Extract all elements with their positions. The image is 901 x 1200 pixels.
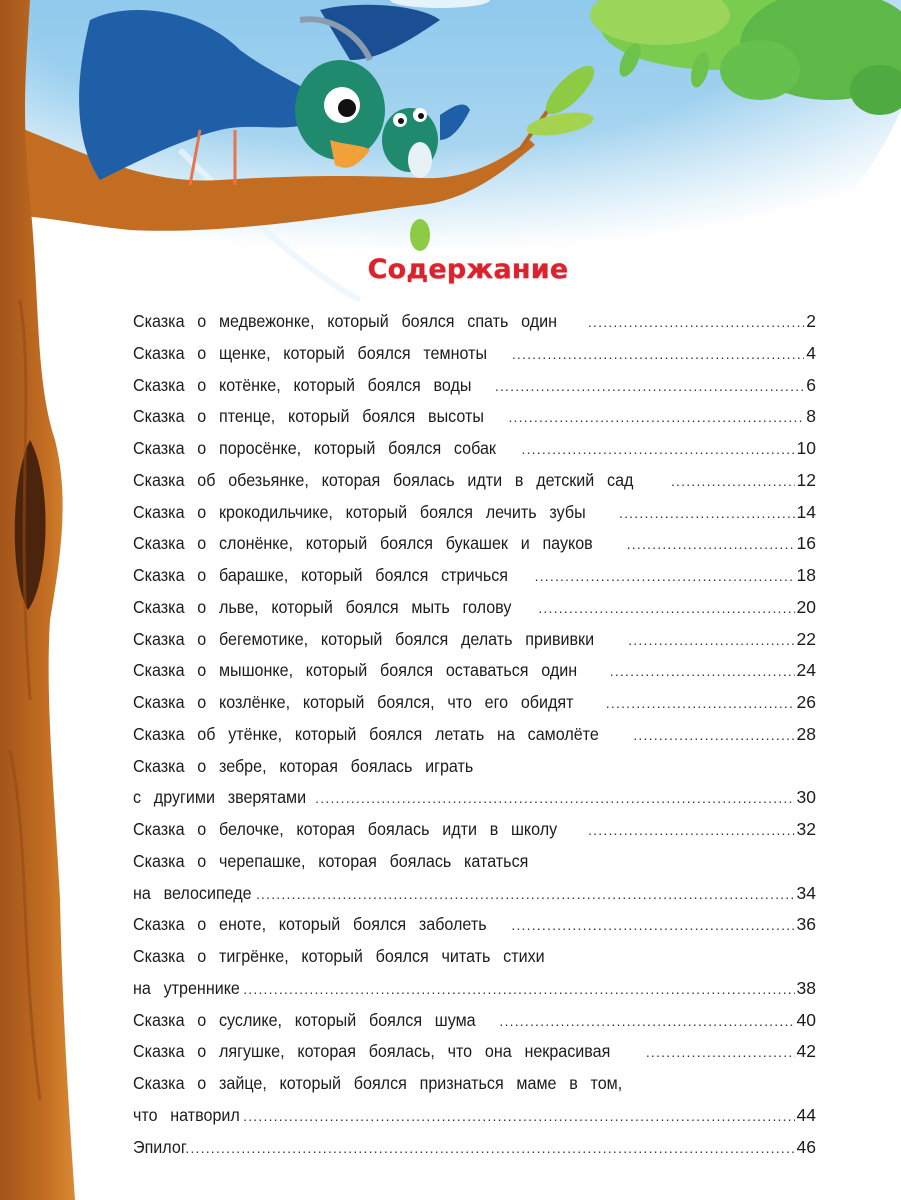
- dot-leader: [243, 974, 794, 1006]
- dot-leader: [633, 720, 794, 752]
- toc-entry[interactable]: [133, 497, 816, 529]
- toc-entry[interactable]: [133, 751, 816, 815]
- toc-entry-line-final: [133, 909, 816, 941]
- toc-page-number: 20: [796, 596, 816, 617]
- toc-entry-title: Сказка о суслике, который боялся шума: [133, 1009, 476, 1030]
- dot-leader: [185, 1133, 794, 1165]
- toc-page-number: 30: [796, 787, 816, 808]
- toc-entry-line-final: [133, 370, 816, 402]
- toc-entry-line-final: [133, 433, 816, 465]
- toc-page-number: 14: [796, 501, 816, 522]
- toc-entry-line-final: [133, 719, 816, 751]
- toc-entry-title: Сказка о мышонке, который боялся оставаться один: [133, 660, 578, 681]
- toc-entry-line-final: [133, 782, 816, 814]
- toc-entry[interactable]: [133, 655, 816, 687]
- toc-entry-title: Сказка о льве, который боялся мыть голову: [133, 596, 512, 617]
- dot-leader: [243, 1101, 794, 1133]
- toc-page-number: 24: [796, 660, 816, 681]
- toc-entry[interactable]: [133, 1068, 816, 1132]
- dot-leader: [495, 371, 804, 403]
- toc-entry-line-final: [133, 655, 816, 687]
- toc-entry-title: Сказка о козлёнке, который боялся, что его обидят: [133, 692, 574, 712]
- toc-entry-title: Сказка о поросёнке, который боялся собак: [133, 438, 496, 458]
- dot-leader: [588, 307, 804, 339]
- toc-entry-line-final: [133, 1005, 816, 1037]
- toc-entry-line-final: [133, 973, 816, 1005]
- dot-leader: [628, 625, 794, 657]
- toc-page-number: 46: [796, 1136, 816, 1157]
- toc-entry-title: на утреннике: [133, 977, 240, 998]
- toc-entry[interactable]: [133, 1132, 816, 1164]
- toc-entry-title: Сказка о еноте, который боялся заболеть: [133, 914, 487, 935]
- toc-entry-title: Сказка о котёнке, который боялся воды: [133, 374, 472, 395]
- toc-entry[interactable]: [133, 1036, 816, 1068]
- dot-leader: [535, 561, 795, 593]
- dot-leader: [610, 656, 795, 688]
- toc-entry-title: Сказка о лягушке, которая боялась, что она некрасивая: [133, 1041, 611, 1062]
- toc-entry-title: Сказка об утёнке, который боялся летать на самолёте: [133, 723, 599, 744]
- toc-page-number: 2: [806, 311, 816, 331]
- toc-page-number: 6: [806, 374, 816, 395]
- dot-leader: [588, 815, 794, 847]
- toc-entry-line-final: [133, 497, 816, 529]
- toc-page-number: 4: [806, 342, 816, 363]
- page-title: Содержание: [367, 254, 569, 286]
- toc-entry-title: Сказка об обезьянке, которая боялась идти в детский сад: [133, 469, 634, 490]
- toc-entry[interactable]: [133, 465, 816, 497]
- dot-leader: [646, 1037, 795, 1069]
- toc-entry-title: Эпилог: [133, 1136, 187, 1157]
- toc-entry[interactable]: [133, 306, 816, 338]
- toc-entry-title: Сказка о медвежонке, который боялся спать один: [133, 311, 558, 331]
- dot-leader: [511, 910, 794, 942]
- toc-entry-line-final: [133, 592, 816, 624]
- toc-page-number: 40: [796, 1009, 816, 1030]
- toc-entry-line: [133, 751, 816, 783]
- toc-entry-line-final: [133, 560, 816, 592]
- toc-page-number: 34: [796, 882, 816, 903]
- dot-leader: [522, 434, 795, 466]
- toc-entry-title: Сказка о зайце, который боялся признаться маме в том,: [133, 1073, 623, 1093]
- toc-entry-title: с другими зверятами: [133, 787, 307, 808]
- toc-page-number: 32: [796, 819, 816, 839]
- toc-entry-title: на велосипеде: [133, 882, 252, 903]
- table-of-contents: [133, 306, 816, 1163]
- dot-leader: [315, 783, 794, 815]
- toc-entry-line-final: [133, 465, 816, 497]
- toc-entry-title: Сказка о бегемотике, который боялся делать прививки: [133, 628, 595, 649]
- toc-entry-line-final: [133, 878, 816, 910]
- toc-entry-line-final: [133, 1100, 816, 1132]
- toc-entry[interactable]: [133, 370, 816, 402]
- toc-entry[interactable]: [133, 560, 816, 592]
- toc-entry[interactable]: [133, 592, 816, 624]
- toc-entry-line-final: [133, 401, 816, 433]
- toc-entry-line-final: [133, 687, 816, 719]
- toc-page-number: 38: [796, 977, 816, 998]
- toc-page-number: 28: [796, 723, 816, 744]
- toc-page-number: 12: [796, 469, 816, 490]
- toc-entry-title: Сказка о щенке, который боялся темноты: [133, 342, 488, 363]
- toc-entry-title: Сказка о белочке, которая боялась идти в школу: [133, 819, 558, 839]
- dot-leader: [606, 688, 795, 720]
- toc-entry-line-final: [133, 528, 816, 560]
- toc-entry[interactable]: [133, 719, 816, 751]
- toc-entry[interactable]: [133, 433, 816, 465]
- toc-entry-line-final: [133, 338, 816, 370]
- dot-leader: [256, 879, 795, 911]
- toc-page-number: 36: [796, 914, 816, 935]
- toc-entry-title: Сказка о черепашке, которая боялась кататься: [133, 850, 529, 871]
- toc-entry-line-final: [133, 814, 816, 846]
- toc-entry[interactable]: [133, 941, 816, 1005]
- toc-entry[interactable]: [133, 846, 816, 910]
- dot-leader: [512, 339, 804, 371]
- toc-entry-title: что натворил: [133, 1104, 240, 1125]
- toc-entry[interactable]: [133, 814, 816, 846]
- toc-page-number: 42: [796, 1041, 816, 1062]
- toc-page-number: 16: [796, 533, 816, 554]
- dot-leader: [619, 498, 795, 530]
- toc-page-number: 26: [796, 692, 816, 712]
- toc-entry[interactable]: [133, 338, 816, 370]
- toc-entry-title: Сказка о зебре, которая боялась играть: [133, 755, 474, 776]
- toc-entry[interactable]: [133, 1005, 816, 1037]
- toc-page-number: 10: [796, 438, 816, 458]
- toc-entry[interactable]: [133, 401, 816, 433]
- toc-entry-title: Сказка о птенце, который боялся высоты: [133, 406, 484, 427]
- toc-page-number: 22: [796, 628, 816, 649]
- toc-entry[interactable]: [133, 687, 816, 719]
- toc-entry-title: Сказка о тигрёнке, который боялся читать стихи: [133, 946, 545, 966]
- toc-entry-title: Сказка о слонёнке, который боялся букашек и пауков: [133, 533, 593, 554]
- toc-page-number: 44: [796, 1104, 816, 1125]
- toc-entry-line: [133, 941, 816, 973]
- toc-entry-title: Сказка о крокодильчике, который боялся лечить зубы: [133, 501, 586, 522]
- toc-entry-line: [133, 1068, 816, 1100]
- toc-page-number: 18: [796, 565, 816, 585]
- toc-entry-line-final: [133, 1036, 816, 1068]
- toc-entry-line-final: [133, 306, 816, 338]
- toc-entry[interactable]: [133, 909, 816, 941]
- dot-leader: [499, 1006, 794, 1038]
- toc-entry[interactable]: [133, 624, 816, 656]
- dot-leader: [627, 529, 795, 561]
- toc-entry-title: Сказка о барашке, который боялся стричься: [133, 565, 509, 585]
- dot-leader: [508, 402, 804, 434]
- toc-entry-line-final: [133, 1132, 816, 1164]
- toc-entry[interactable]: [133, 528, 816, 560]
- toc-page-number: 8: [806, 406, 816, 427]
- dot-leader: [671, 466, 795, 498]
- toc-entry-line-final: [133, 624, 816, 656]
- toc-entry-line: [133, 846, 816, 878]
- dot-leader: [538, 593, 794, 625]
